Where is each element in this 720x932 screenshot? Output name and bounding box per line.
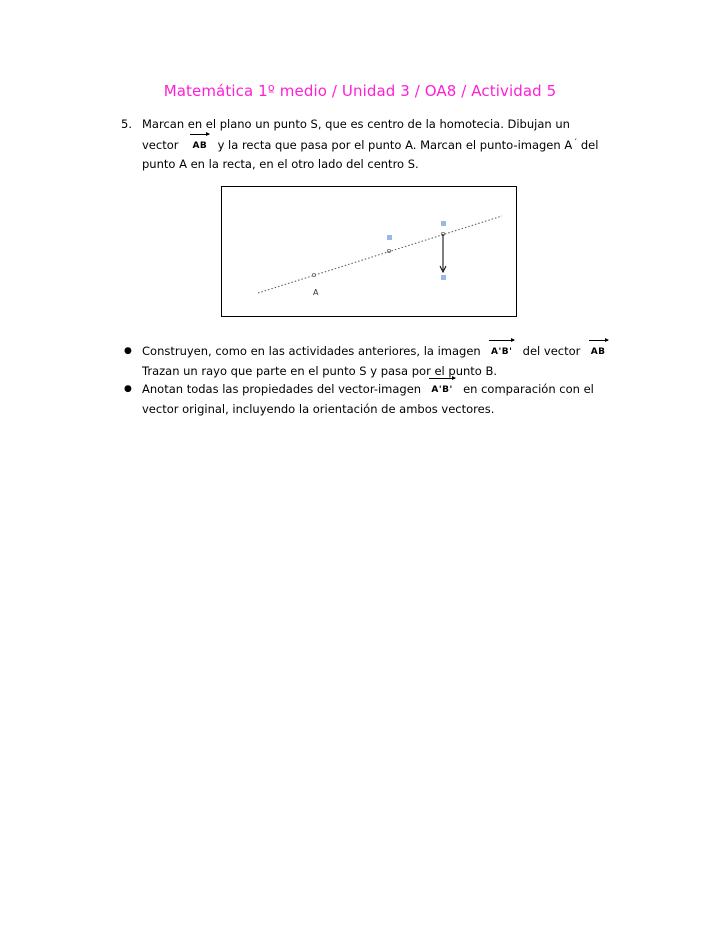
item-5-line-3: punto A en la recta, en el otro lado del centro S.: [142, 157, 419, 171]
bullet-icon: ●: [124, 384, 132, 394]
vector-arrow-icon: [429, 378, 454, 379]
page-title: Matemática 1º medio / Unidad 3 / OA8 / Actividad 5: [163, 82, 557, 100]
vector-ab-symbol: AB: [189, 137, 210, 156]
bullet-2-line-2: vector original, incluyendo la orientación de ambos vectores.: [142, 401, 495, 416]
vector-arrow-icon: [190, 134, 209, 135]
label-b-marker: [441, 275, 446, 280]
label-a-prime-marker: [441, 221, 446, 226]
figure-drawing: [222, 187, 516, 316]
bullet-1-text: [142, 342, 622, 380]
bullet-1-line-1: Construyen, como en las actividades anteriores, la imagen A'B' del vector AB: [142, 342, 622, 362]
bullet-1-line-2: Trazan un rayo que parte en el punto S y pasa por el punto B.: [142, 363, 498, 378]
label-a: A: [313, 288, 319, 297]
vector-arrow-icon: [589, 340, 608, 341]
dotted-line: [258, 216, 502, 293]
item-5-text: [142, 115, 622, 174]
vector-a-prime-b-prime-symbol: A'B': [428, 381, 455, 400]
item-number: 5.: [121, 117, 132, 131]
item-5-line-1: Marcan en el plano un punto S, que es centro de la homotecia. Dibujan un: [142, 117, 570, 131]
vector-a-prime-b-prime-symbol: A'B': [488, 343, 515, 362]
bullet-icon: ●: [124, 346, 132, 356]
homothety-figure: [221, 186, 517, 317]
vector-ab-symbol: AB: [588, 343, 609, 362]
label-s-marker: [387, 235, 392, 240]
vector-arrow-icon: [489, 340, 514, 341]
bullet-2-line-1: Anotan todas las propiedades del vector-imagen A'B' en comparación con el: [142, 380, 622, 400]
bullet-2-text: [142, 380, 622, 418]
item-5-line-2: vector AB y la recta que pasa por el punto A. Marcan el punto-imagen A´ del: [142, 134, 622, 156]
